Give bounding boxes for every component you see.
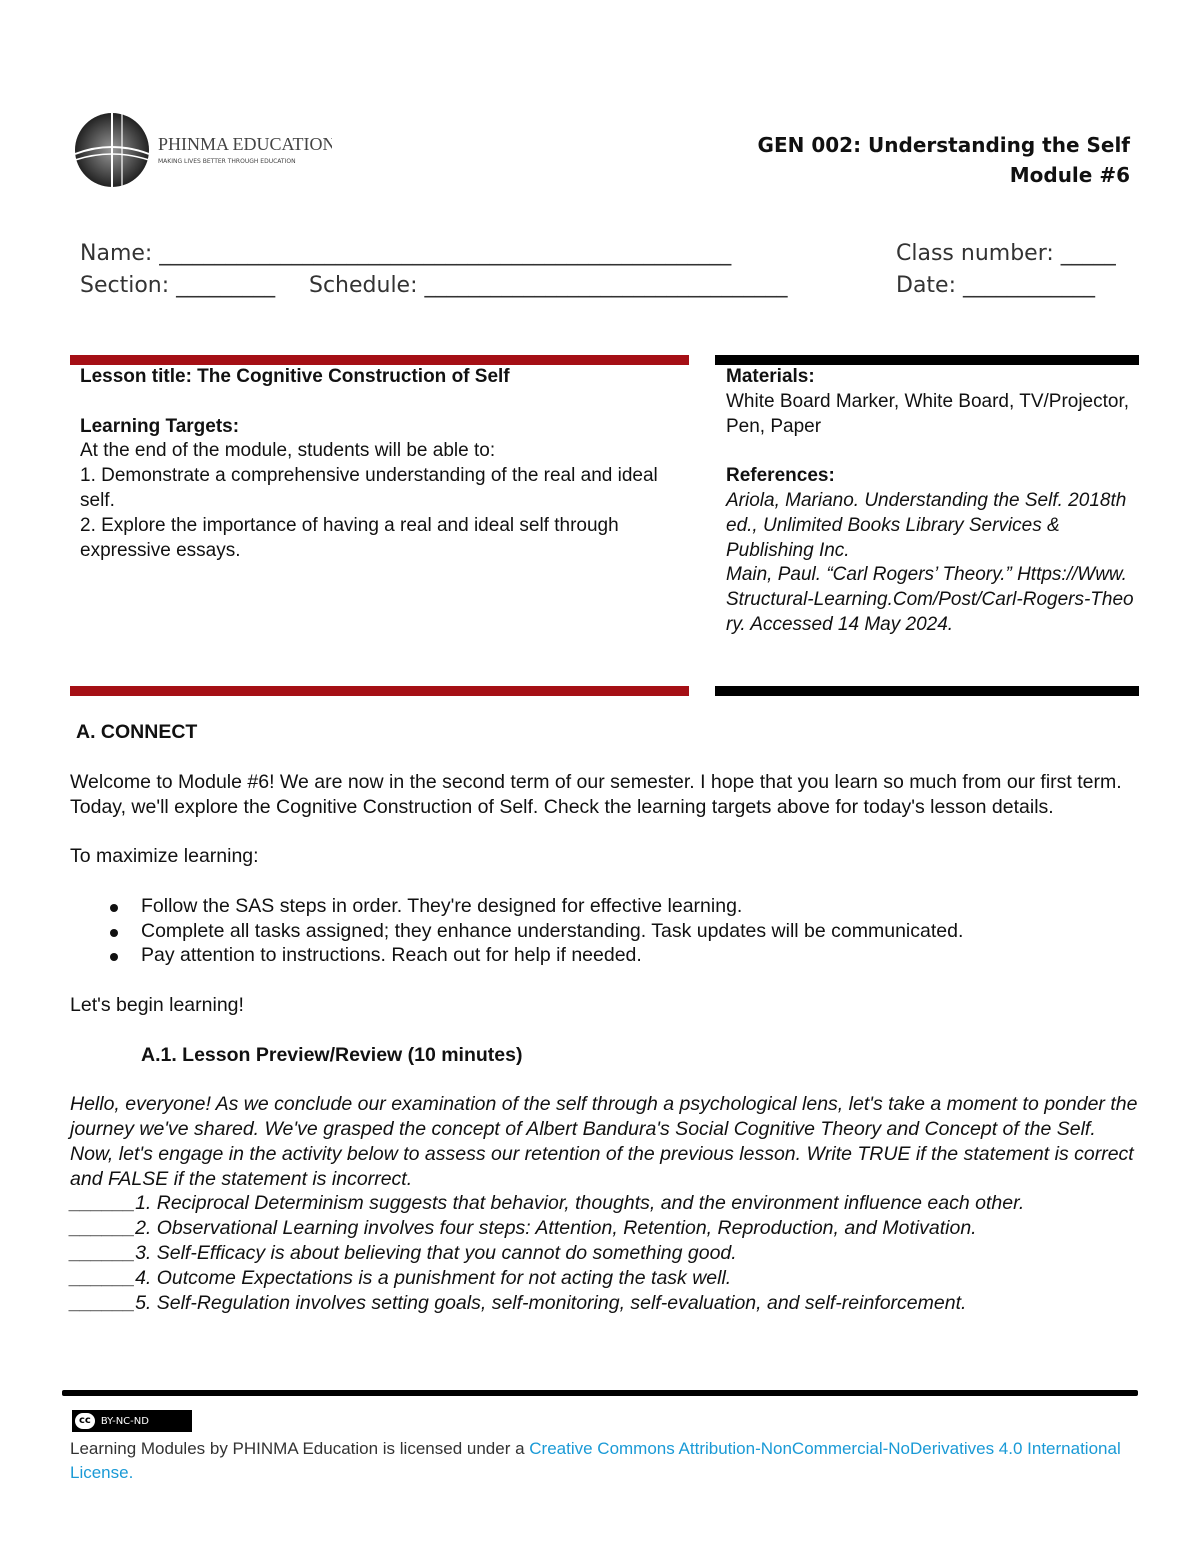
materials-bottom-bar <box>715 686 1139 696</box>
quiz-item-3: ______3. Self-Efficacy is about believing that you cannot do something good. <box>70 1241 737 1264</box>
reference-1: Ariola, Mariano. Understanding the Self. 2018th ed., Unlimited Books Library Services & Publishing Inc. <box>726 489 1127 561</box>
schedule-field: Schedule: _________________________________ <box>309 273 788 298</box>
targets-heading: Learning Targets: <box>80 415 240 437</box>
preview-heading: A.1. Lesson Preview/Review (10 minutes) <box>141 1043 523 1066</box>
list-item: Follow the SAS steps in order. They're designed for effective learning. <box>70 894 1140 919</box>
section-field: Section: _________ <box>80 273 276 298</box>
lesson-box <box>80 365 680 563</box>
cc-badge-text: BY-NC-ND <box>100 1415 149 1427</box>
license-text <box>70 1437 1130 1485</box>
license-suffix: . <box>128 1463 134 1482</box>
logo-name: PHINMA EDUCATION <box>158 134 332 154</box>
tips-list <box>70 894 1140 968</box>
maximize-text: To maximize learning: <box>70 845 259 868</box>
materials-heading: Materials: <box>726 366 815 387</box>
quiz-item-2: ______2. Observational Learning involves four steps: Attention, Retention, Reproduction, and Motivation. <box>70 1217 977 1240</box>
begin-text: Let's begin learning! <box>70 993 244 1016</box>
footer-divider <box>62 1390 1138 1396</box>
date-field: Date: ____________ <box>896 273 1095 298</box>
welcome-paragraph: Welcome to Module #6! We are now in the second term of our semester. I hope that you learn so much from our first term. Today, we'll explore the Cognitive Construction of Self. Check the learning targets above for today's lesson details. <box>70 770 1122 818</box>
cc-icon: cc <box>75 1413 95 1429</box>
materials-text: White Board Marker, White Board, TV/Projector, Pen, Paper <box>726 390 1130 437</box>
materials-box <box>726 365 1136 638</box>
logo-emblem-icon <box>72 110 332 190</box>
license-prefix: Learning Modules by PHINMA Education is licensed under a <box>70 1439 530 1458</box>
name-field: Name: ____________________________________________________ <box>80 241 732 266</box>
license-link[interactable]: Creative Commons Attribution-NonCommercial-NoDerivatives 4.0 International License <box>70 1439 1121 1482</box>
connect-heading: A. CONNECT <box>76 721 198 743</box>
cc-license-badge[interactable] <box>72 1410 192 1432</box>
references-heading: References: <box>726 465 835 487</box>
logo-tagline: MAKING LIVES BETTER THROUGH EDUCATION <box>158 158 296 165</box>
targets-intro: At the end of the module, students will be able to: <box>80 440 496 462</box>
lesson-top-bar <box>70 355 689 365</box>
quiz-item-4: ______4. Outcome Expectations is a punishment for not acting the task well. <box>70 1266 732 1289</box>
course-header <box>758 130 1130 190</box>
phinma-logo <box>72 110 332 190</box>
class-number-field: Class number: _____ <box>896 241 1116 266</box>
lesson-bottom-bar <box>70 686 689 696</box>
materials-top-bar <box>715 355 1139 365</box>
reference-2: Main, Paul. “Carl Rogers’ Theory.” Https://Www.Structural-Learning.Com/Post/Carl-Rogers-Theory. Accessed 14 May 2024. <box>726 564 1134 635</box>
list-item: Pay attention to instructions. Reach out for help if needed. <box>70 943 1140 968</box>
target-item-2: 2. Explore the importance of having a real and ideal self through expressive essays. <box>80 514 619 561</box>
preview-intro: Hello, everyone! As we conclude our examination of the self through a psychological lens, let's take a moment to ponder the journey we've shared. We've grasped the concept of Albert Bandura's Social Cognitive Theory and Concept of the Self. Now, let's engage in the activity below to assess our retention of the previous lesson. Write TRUE if the statement is correct and FALSE if the statement is incorrect. <box>70 1093 1138 1190</box>
connect-section <box>70 720 1140 1315</box>
quiz-item-5: ______5. Self-Regulation involves setting goals, self-monitoring, self-evaluation, and self-reinforcement. <box>70 1291 967 1314</box>
module-number: Module #6 <box>1009 163 1130 187</box>
target-item-1: 1. Demonstrate a comprehensive understanding of the real and ideal self. <box>80 465 658 511</box>
course-title: GEN 002: Understanding the Self <box>757 133 1130 157</box>
list-item: Complete all tasks assigned; they enhance understanding. Task updates will be communicated. <box>70 919 1140 944</box>
quiz-item-1: ______1. Reciprocal Determinism suggests that behavior, thoughts, and the environment influence each other. <box>70 1192 1025 1215</box>
lesson-title: Lesson title: The Cognitive Construction of Self <box>80 366 510 387</box>
